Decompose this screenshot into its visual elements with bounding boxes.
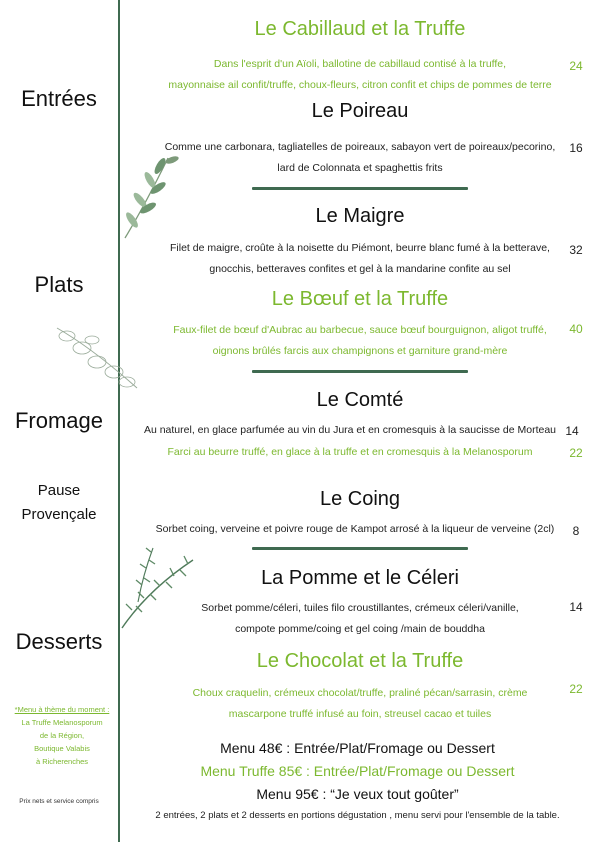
dish-price: 22 [569,682,583,696]
theme-note-line: La Truffe Melanosporum [21,718,103,727]
dish-name: Le Chocolat et la Truffe [256,650,464,672]
theme-note-line: Boutique Valabis [34,744,90,753]
dish-description [140,54,580,96]
pause-line2: Provençale [21,506,97,523]
section-fromage: Fromage [14,408,104,433]
section-desserts: Desserts [15,629,103,654]
eucalyptus-branch-icon [52,318,142,393]
desc-line: Comme une carbonara, tagliatelles de poireaux, sabayon vert de poireaux/pecorino, [164,141,556,153]
desc-line: Choux craquelin, crémeux chocolat/truffe, praliné pécan/sarrasin, crème [192,687,528,699]
dish-name: La Pomme et le Céleri [261,567,459,589]
dish-description [140,320,580,362]
dish-price: 22 [569,446,583,460]
desc-line: lard de Colonnata et spaghettis frits [277,162,443,174]
prices-note: Prix nets et service compris [19,798,99,805]
section-plats: Plats [34,272,84,297]
dish-name: Le Bœuf et la Truffe [271,288,449,310]
desc-line: Sorbet pomme/céleri, tuiles filo croustillantes, crémeux céleri/vanille, [201,602,519,614]
desc-line: mayonnaise ail confit/truffe, choux-fleurs, citron confit et chips de pommes de terre [168,79,552,91]
menu-truffe-85: Menu Truffe 85€ : Entrée/Plat/Fromage ou Dessert [200,763,515,779]
theme-note [6,703,118,768]
separator [252,187,468,190]
desc-line: Dans l'esprit d'un Aïoli, ballotine de cabillaud contisé à la truffe, [213,58,507,70]
theme-note-title: *Menu à thème du moment : [14,705,110,714]
dish-description: Au naturel, en glace parfumée au vin du Jura et en cromesquis à la saucisse de Morteau [143,424,557,436]
dish-description [140,683,580,725]
dish-price: 8 [572,524,580,538]
theme-note-line: à Richerenches [35,757,89,766]
dish-price: 40 [569,322,583,336]
desc-line: compote pomme/coing et gel coing /main de bouddha [235,623,485,635]
section-entrees: Entrées [21,86,97,111]
menu-48: Menu 48€ : Entrée/Plat/Fromage ou Dessert [220,740,495,756]
dish-name: Le Coing [319,488,401,510]
section-pause-provencale [0,479,118,527]
desc-line: Filet de maigre, croûte à la noisette du Piémont, beurre blanc fumé à la betterave, [170,242,550,254]
dish-description [140,238,580,280]
menu-95: Menu 95€ : “Je veux tout goûter” [256,786,459,802]
separator [252,370,468,373]
dish-name: Le Cabillaud et la Truffe [254,18,466,40]
theme-note-line: de la Région, [39,731,85,740]
desc-line: Faux-filet de bœuf d'Aubrac au barbecue, sauce bœuf bourguignon, aligot truffé, [173,324,547,336]
dish-description: Farci au beurre truffé, en glace à la truffe et en cromesquis à la Melanosporum [167,446,533,458]
dish-name: Le Poireau [311,100,409,122]
separator [252,547,468,550]
dish-price: 24 [569,59,583,73]
dish-price: 16 [569,141,583,155]
dish-description: Sorbet coing, verveine et poivre rouge de Kampot arrosé à la liqueur de verveine (2cl) [155,523,555,535]
dish-price: 14 [569,600,583,614]
dish-price: 32 [569,243,583,257]
dish-price: 14 [565,424,579,438]
desc-line: mascarpone truffé infusé au foin, streusel cacao et tuiles [228,708,492,720]
menu-footer-note: 2 entrées, 2 plats et 2 desserts en portions dégustation , menu servi pour l'ensemble de la table. [155,810,560,821]
desc-line: gnocchis, betteraves confites et gel à la mandarine confite au sel [209,263,511,275]
dish-description [140,598,580,640]
pause-line1: Pause [37,482,81,499]
dish-name: Le Comté [316,389,404,411]
dish-description [140,137,580,179]
desc-line: oignons brûlés farcis aux champignons et garniture grand-mère [212,345,508,357]
dish-name: Le Maigre [315,205,405,227]
vertical-divider [118,0,120,842]
